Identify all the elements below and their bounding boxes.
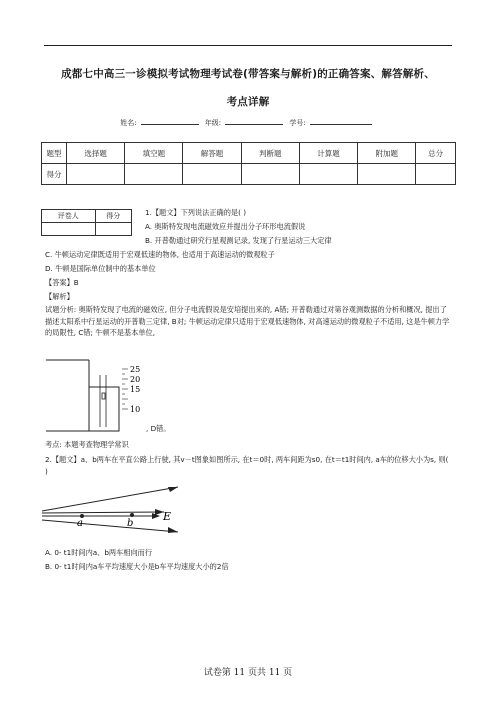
- scale-label: 15: [130, 385, 141, 394]
- scale-label: 25: [130, 365, 141, 374]
- q1-analysis: 试题分析: 奥斯特发现了电流的磁效应, 但分子电流假说是安培提出来的, A错; 开普勒通过对第谷观测数据的分析和概况, 提出了描述太阳系中行星运动的开普勒三定律, B对; 牛顿运动定律只适用于宏观低速物体, 对高速运动的微观粒子不适用, 这是牛顿力学的局限性, C错; 牛顿不是基本单位,: [45, 305, 450, 337]
- student-info: [0, 118, 496, 128]
- score-header-cell: 题型: [42, 143, 67, 164]
- q2-option-b: B. 0- t1时间内a车平均速度大小是b车平均速度大小的2倍: [45, 562, 229, 571]
- scale-ticks: [122, 369, 128, 409]
- q1-option-d: D. 牛顿是国际单位制中的基本单位: [45, 264, 156, 273]
- score-header-row: [42, 143, 456, 164]
- page-footer: 试卷第 11 页共 11 页: [203, 668, 293, 678]
- page-title-line1: 成都七中高三一诊模拟考试物理考试卷(带答案与解析)的正确答案、解答解析、: [61, 68, 435, 80]
- figure-vt-lines: [40, 484, 190, 544]
- score-row-label: 得分: [42, 164, 67, 185]
- grade-label: 年级:: [204, 119, 222, 127]
- id-label: 学号:: [289, 119, 306, 127]
- id-blank[interactable]: [310, 124, 372, 125]
- grade-blank[interactable]: [225, 124, 283, 125]
- figure-measuring-scale: [44, 357, 156, 437]
- q1-analysis-label: 【解析】: [45, 292, 74, 301]
- label-a: a: [77, 518, 83, 529]
- score-cell[interactable]: [299, 164, 357, 185]
- score-cell[interactable]: [241, 164, 299, 185]
- q1-answer: 【答案】B: [45, 278, 79, 287]
- scale-label: 10: [130, 405, 141, 414]
- q1-option-a: A. 奥斯特发现电流磁效应并提出分子环形电流假说: [145, 222, 306, 231]
- q1-option-b: B. 开普勒通过研究行星观测记录, 发现了行星运动三大定律: [145, 236, 332, 245]
- scale-label: 20: [130, 375, 141, 384]
- q1-d-wrong: , D错。: [146, 424, 171, 433]
- score-cell[interactable]: [183, 164, 241, 185]
- q2-stem: 2.【题文】a、b两车在平直公路上行驶, 其v－t图象如图所示, 在t＝0时, 两车间距为s0, 在t＝t1时间内, a车的位移大小为s, 则( ): [45, 455, 449, 476]
- reviewer-score-cell[interactable]: [95, 223, 132, 236]
- q1-kaodian: 考点: 本题考查物理学常识: [45, 440, 129, 449]
- name-blank[interactable]: [141, 124, 199, 125]
- score-cell[interactable]: [125, 164, 183, 185]
- score-header-cell: 附加题: [358, 143, 416, 164]
- score-header-cell: 计算题: [299, 143, 357, 164]
- reviewer-cell[interactable]: [42, 223, 96, 236]
- score-value-row: [42, 164, 456, 185]
- score-table: [41, 142, 456, 185]
- score-cell[interactable]: [416, 164, 456, 185]
- reviewer-table: [41, 209, 132, 236]
- score-header-cell: 填空题: [125, 143, 183, 164]
- score-header-cell: 总分: [416, 143, 456, 164]
- q2-option-a: A. 0- t1时间内a、b两车相向而行: [45, 548, 153, 557]
- score-cell[interactable]: [67, 164, 125, 185]
- q1-stem: 1.【题文】下列说法正确的是( ): [145, 208, 247, 217]
- page-title-line2: 考点详解: [226, 96, 270, 108]
- label-b: b: [127, 518, 134, 529]
- score-cell[interactable]: [358, 164, 416, 185]
- reviewer-score-label: 得分: [95, 210, 132, 223]
- reviewer-label: 评卷人: [42, 210, 96, 223]
- score-header-cell: 解答题: [183, 143, 241, 164]
- q1-option-c: C. 牛顿运动定律既适用于宏观低速的物体, 也适用于高速运动的微观粒子: [45, 250, 275, 259]
- score-header-cell: 选择题: [67, 143, 125, 164]
- label-e: E: [163, 510, 172, 523]
- score-header-cell: 判断题: [241, 143, 299, 164]
- header-rule: [44, 45, 452, 46]
- name-label: 姓名:: [120, 119, 137, 127]
